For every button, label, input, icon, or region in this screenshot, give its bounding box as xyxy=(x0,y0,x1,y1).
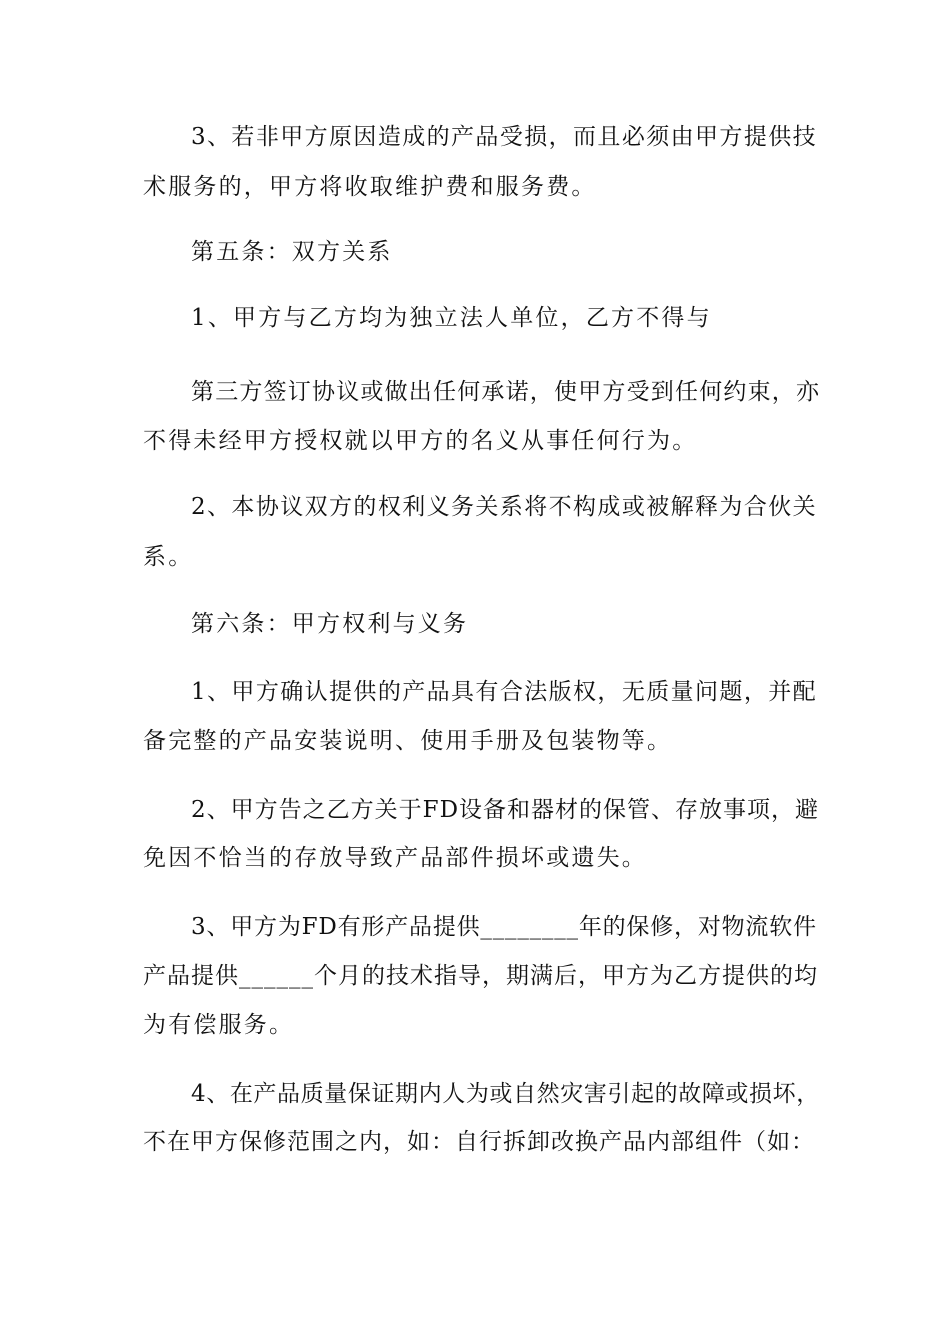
clause-6-1-line-2: 备完整的产品安装说明、使用手册及包装物等。 xyxy=(143,728,673,754)
clause-6-3-line-3: 为有偿服务。 xyxy=(143,1012,295,1038)
clause-5-3-line-2: 术服务的，甲方将收取维护费和服务费。 xyxy=(143,174,597,200)
clause-5-1-line-1: 1、甲方与乙方均为独立法人单位，乙方不得与 xyxy=(191,305,712,331)
clause-6-3-line-1: 3、甲方为FD有形产品提供________年的保修，对物流软件 xyxy=(191,914,817,940)
clause-5-2-line-1: 2、本协议双方的权利义务关系将不构成或被解释为合伙关 xyxy=(191,494,818,520)
article-6-heading: 第六条：甲方权利与义务 xyxy=(191,611,469,637)
clause-5-1-line-2: 第三方签订协议或做出任何承诺，使甲方受到任何约束，亦 xyxy=(191,379,821,405)
clause-6-4-line-1: 4、在产品质量保证期内人为或自然灾害引起的故障或损坏， xyxy=(191,1081,820,1107)
article-5-heading: 第五条：双方关系 xyxy=(191,239,393,265)
clause-6-2-line-1: 2、甲方告之乙方关于FD设备和器材的保管、存放事项，避 xyxy=(191,797,820,823)
clause-6-3-line-2: 产品提供______个月的技术指导，期满后，甲方为乙方提供的均 xyxy=(143,963,818,989)
clause-5-1-line-3: 不得未经甲方授权就以甲方的名义从事任何行为。 xyxy=(143,428,698,454)
clause-6-4-line-2: 不在甲方保修范围之内，如：自行拆卸改换产品内部组件（如： xyxy=(143,1129,815,1155)
clause-5-3-line-1: 3、若非甲方原因造成的产品受损，而且必须由甲方提供技 xyxy=(191,124,818,150)
clause-5-2-line-2: 系。 xyxy=(143,544,194,570)
clause-6-1-line-1: 1、甲方确认提供的产品具有合法版权，无质量问题，并配 xyxy=(191,679,818,705)
clause-6-2-line-2: 免因不恰当的存放导致产品部件损坏或遗失。 xyxy=(143,845,647,871)
